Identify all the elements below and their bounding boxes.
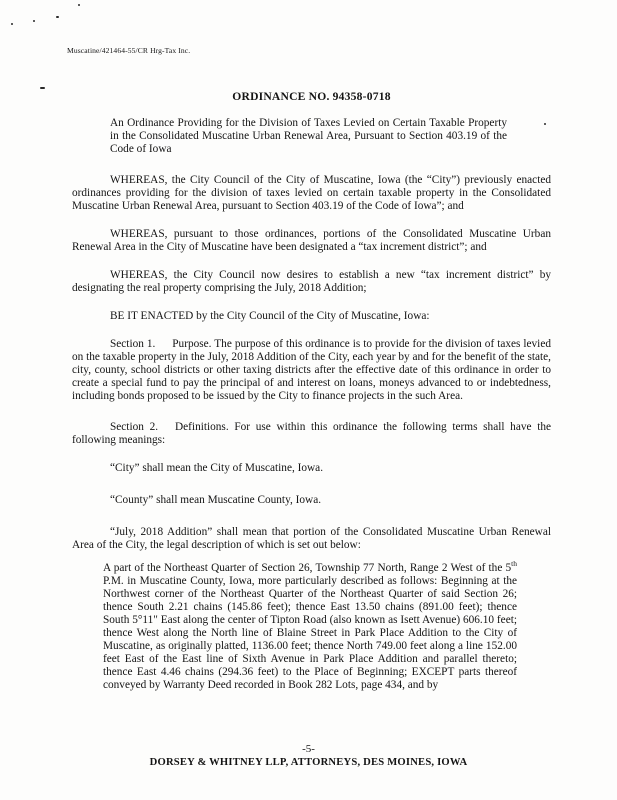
scan-speck (33, 20, 35, 22)
file-reference: Muscatine/421464-55/CR Hrg-Tax Inc. (67, 46, 191, 55)
definition-county: “County” shall mean Muscatine County, Iowa. (110, 494, 322, 506)
paragraph-whereas-1: WHEREAS, the City Council of the City of Muscatine, Iowa (the “City”) previously enacted ordinances providing for the division of taxes levied on certain taxable property in the Consolidated Muscatine Urban Renewal Area, pursuant to Section 403.19 of the Code of Iowa”; and (72, 174, 551, 212)
ordinance-title: ORDINANCE NO. 94358-0718 (232, 90, 391, 103)
ordinal-superscript: th (511, 559, 517, 569)
legal-description-text: P.M. in Muscatine County, Iowa, more particularly described as follows: Beginning at the Northwest corner of the Northeast Quarter of the Northeast Quarter of said Section 26; thence South 2.21 chains (145.86 feet); thence East 13.50 chains (891.00 feet); thence South 5°11" East along the center of Tipton Road (also known as Isett Avenue) 606.10 feet; thence West along the North line of Blaine Street in Park Place Addition to the City of Muscatine, as originally platted, 1136.00 feet; thence North 749.00 feet along a line 152.00 feet East of the East line of Sixth Avenue in Park Place Addition and parallel thereto; thence East 4.46 chains (294.36 feet) to the Place of Beginning; EXCEPT parts thereof conveyed by Warranty Deed recorded in Book 282 Lots, page 434, and by (103, 575, 517, 691)
ordinance-subtitle: An Ordinance Providing for the Division of Taxes Levied on Certain Taxable Property in the Consolidated Muscatine Urban Renewal Area, Pursuant to Section 403.19 of the Code of Iowa (110, 117, 507, 155)
legal-description-text: A part of the Northeast Quarter of Section 26, Township 77 North, Range 2 West of the 5 (103, 562, 512, 574)
scan-speck (40, 87, 45, 89)
page-footer (0, 743, 617, 768)
law-firm-line: DORSEY & WHITNEY LLP, ATTORNEYS, DES MOINES, IOWA (149, 757, 468, 768)
document-content (67, 0, 551, 692)
paragraph-whereas-3: WHEREAS, the City Council now desires to establish a new “tax increment district” by designating the real property comprising the July, 2018 Addition; (72, 269, 551, 294)
paragraph-whereas-2: WHEREAS, pursuant to those ordinances, portions of the Consolidated Muscatine Urban Renewal Area in the City of Muscatine have been designated a “tax increment district”; and (72, 228, 551, 253)
definition-july-2018-addition: “July, 2018 Addition” shall mean that portion of the Consolidated Muscatine Urban Renewal Area of the City, the legal description of which is set out below: (72, 526, 551, 551)
page-number: -5- (302, 743, 315, 755)
scan-speck (56, 16, 59, 18)
legal-description (103, 559, 517, 692)
paragraph-enactment: BE IT ENACTED by the City Council of the City of Muscatine, Iowa: (110, 310, 430, 322)
paragraph-section-1-purpose: Section 1. Purpose. The purpose of this ordinance is to provide for the division of taxes levied on the taxable property in the July, 2018 Addition of the City, each year by and for the benefit of the state, city, county, school districts or other taxing districts after the effective date of this ordinance in order to create a special fund to pay the principal of and interest on loans, moneys advanced to or indebtedness, including bonds proposed to be issued by the City to finance projects in the such Area. (72, 338, 551, 402)
definition-city: “City” shall mean the City of Muscatine, Iowa. (110, 462, 324, 474)
paragraph-section-2-definitions: Section 2. Definitions. For use within this ordinance the following terms shall have the following meanings: (72, 421, 551, 446)
scan-speck (11, 23, 13, 25)
